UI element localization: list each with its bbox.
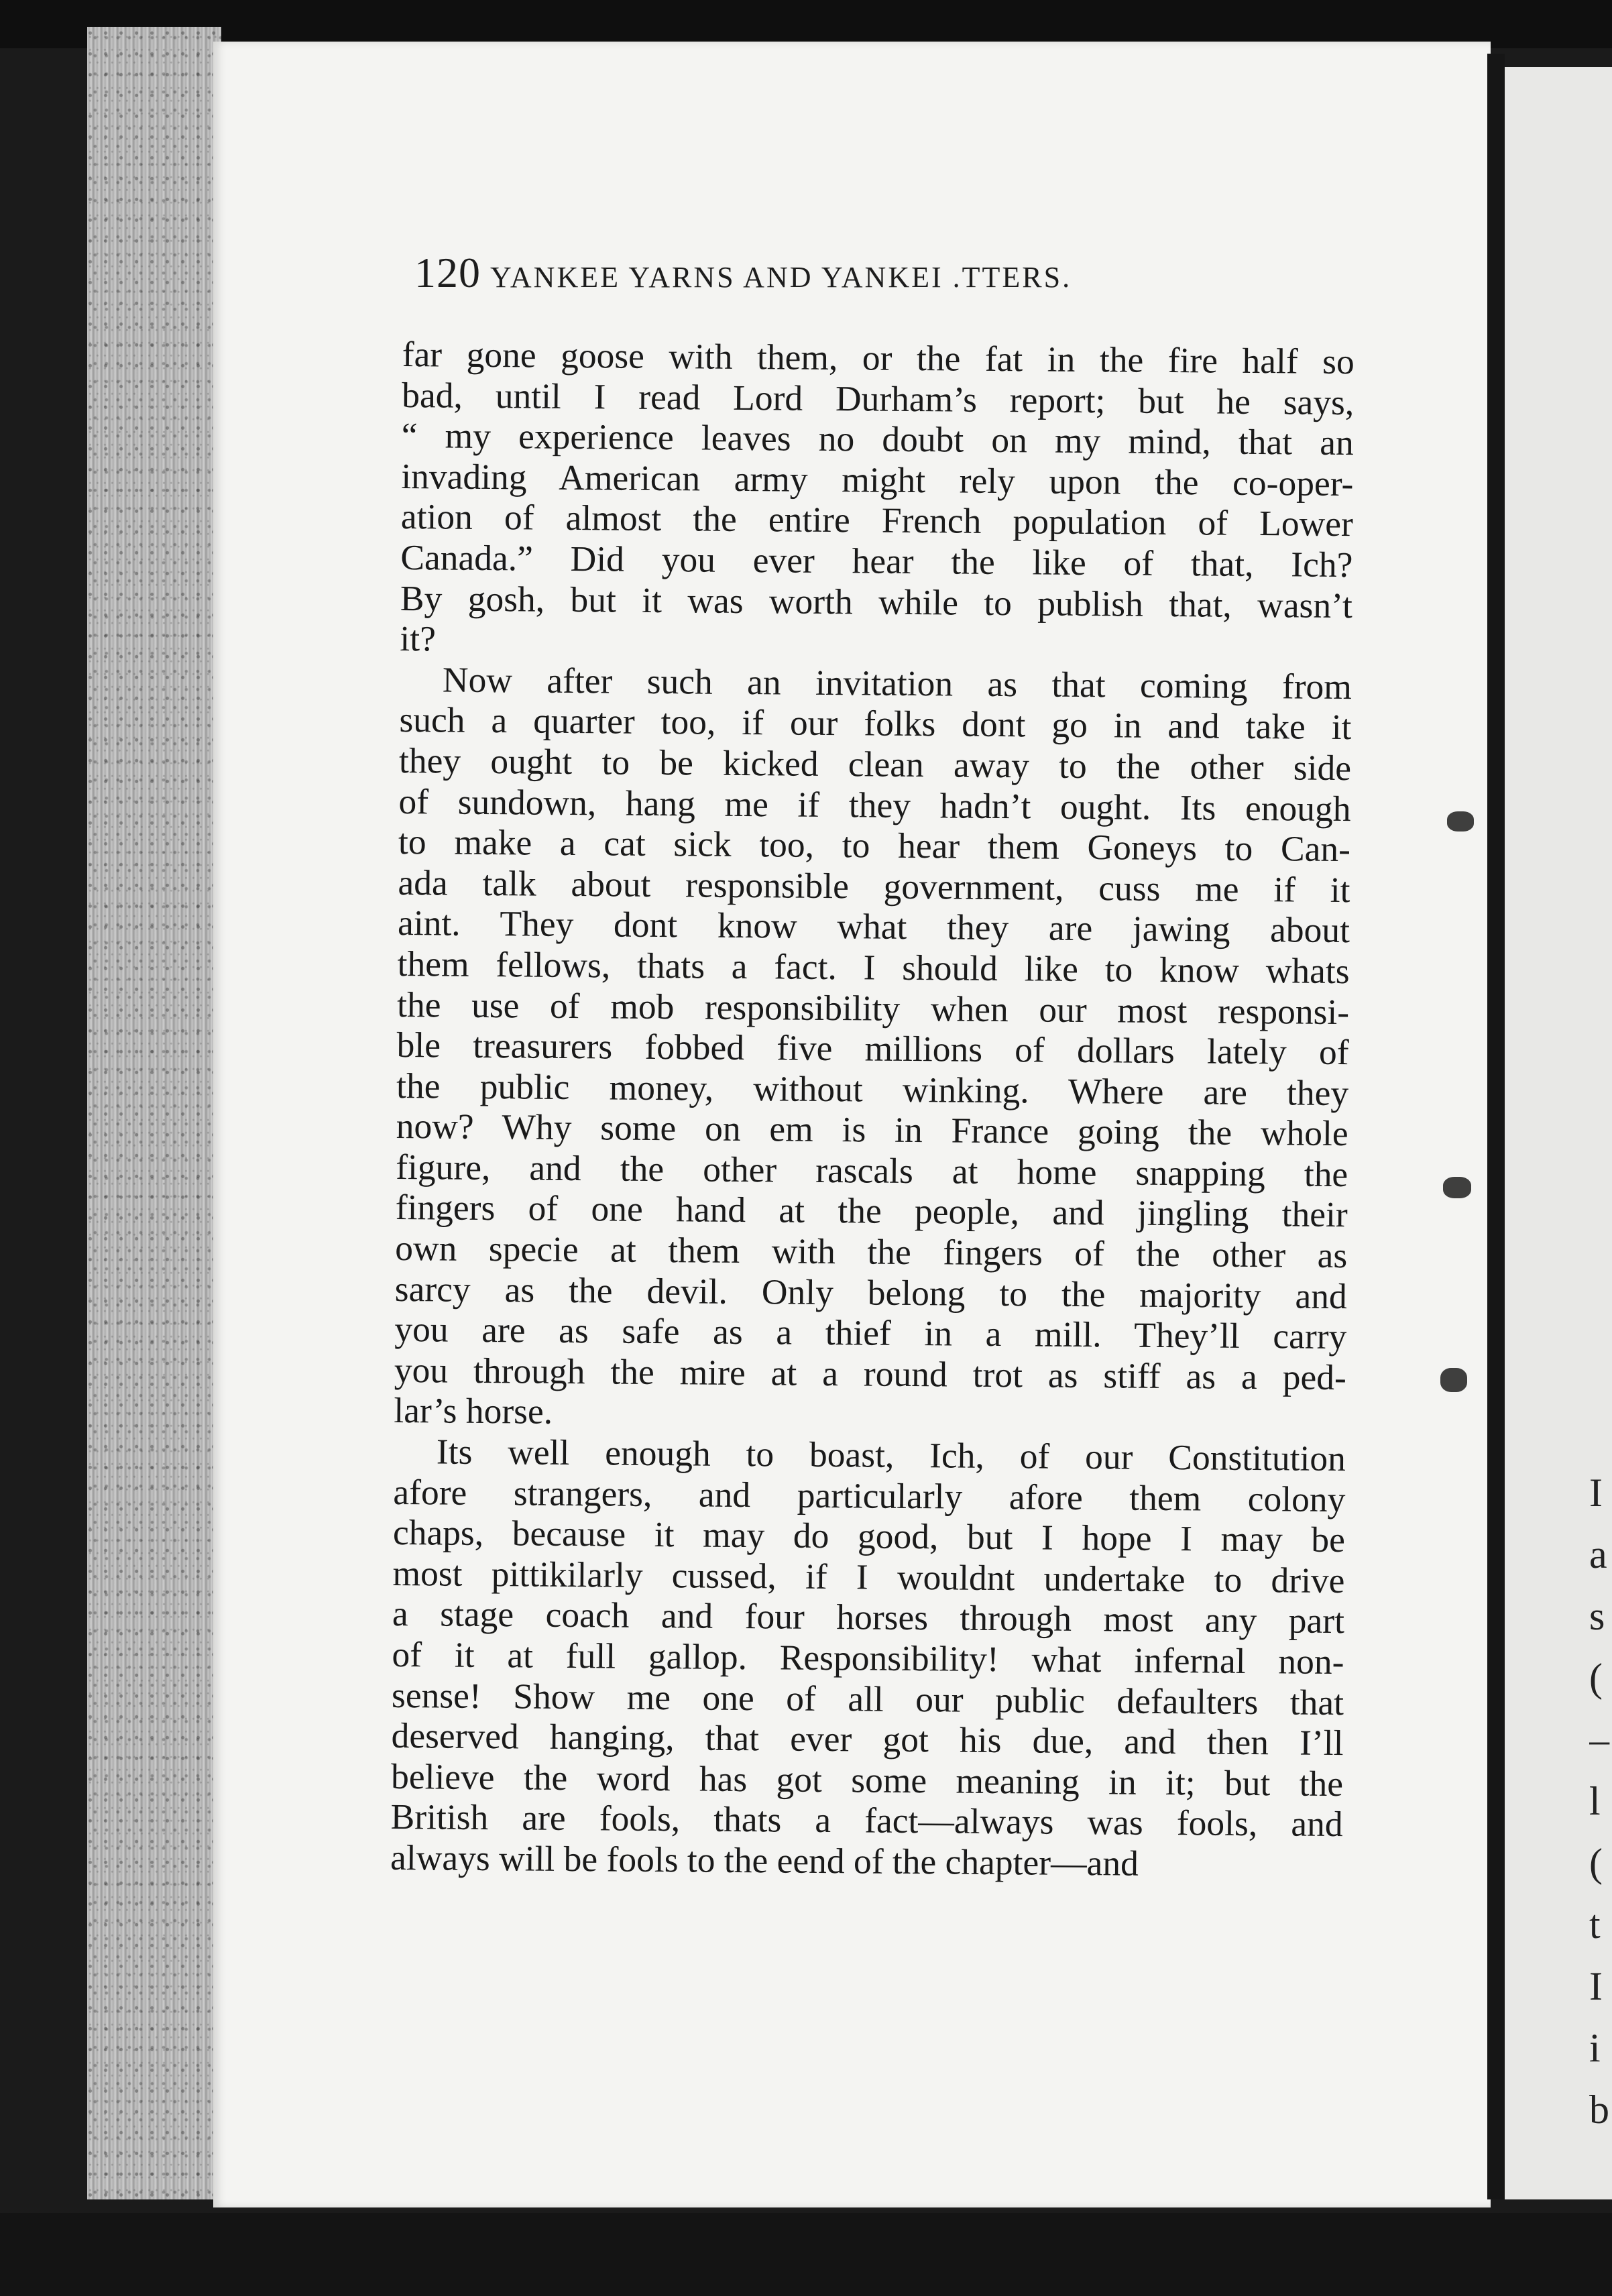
running-head: YANKEE YARNS AND YANKEI .TTERS. xyxy=(490,261,1072,294)
text-line: British are fools, thats a fact—always was fools, and xyxy=(390,1796,1343,1845)
book-gutter xyxy=(1487,54,1505,2199)
text-line: Now after such an invitation as that coming from xyxy=(442,659,1352,707)
text-line: ble treasurers fobbed five millions of dollars lately of xyxy=(396,1025,1349,1073)
text-line: ation of almost the entire French population of Lower xyxy=(400,496,1354,544)
text-line: to make a cat sick too, to hear them Goneys to Can- xyxy=(398,821,1351,870)
body-text xyxy=(390,334,1355,1886)
text-line: of it at full gallop. Responsibility! what infernal non- xyxy=(392,1633,1344,1682)
page-number: 120 xyxy=(414,249,481,296)
ink-smudge xyxy=(1443,1177,1471,1198)
facing-page-letter: s xyxy=(1589,1594,1605,1638)
text-line: the use of mob responsibility when our most responsi- xyxy=(396,984,1350,1032)
facing-page-letter: – xyxy=(1589,1717,1609,1762)
text-line: own specie at them with the fingers of the other as xyxy=(395,1228,1348,1276)
facing-page-letters xyxy=(1589,1462,1612,2140)
facing-page-letter: a xyxy=(1589,1532,1607,1576)
text-line: deserved hanging, that ever got his due, and then I’ll xyxy=(391,1715,1344,1764)
text-line: aint. They dont know what they are jawing about xyxy=(397,903,1350,951)
text-line: By gosh, but it was worth while to publish that, wasn’t xyxy=(400,577,1353,626)
scan-bottom-border xyxy=(0,2213,1612,2296)
text-line: bad, until I read Lord Durham’s report; but he says, xyxy=(402,374,1355,422)
text-line: invading American army might rely upon the co-oper- xyxy=(401,455,1354,504)
page-header xyxy=(414,248,1273,308)
text-line: “ my experience leaves no doubt on my mind, that an xyxy=(401,415,1355,463)
page-edge-speckle xyxy=(87,27,221,2199)
text-line: you are as safe as a thief in a mill. They’ll carry xyxy=(394,1309,1347,1357)
text-line: it? xyxy=(400,618,437,659)
ink-smudge xyxy=(1440,1368,1467,1392)
facing-page-letter: ( xyxy=(1589,1841,1603,1885)
text-line: they ought to be kicked clean away to the other side xyxy=(398,740,1352,789)
facing-page-letter: I xyxy=(1589,1471,1603,1515)
text-line: lar’s horse. xyxy=(394,1390,553,1432)
text-line: of sundown, hang me if they hadn’t ought. Its enough xyxy=(398,781,1351,829)
paragraph xyxy=(400,334,1355,667)
text-line: believe the word has got some meaning in it; but the xyxy=(390,1756,1344,1804)
text-line: fingers of one hand at the people, and jingling their xyxy=(395,1187,1348,1235)
text-line: figure, and the other rascals at home snapping the xyxy=(396,1146,1348,1194)
text-line: always will be fools to the eend of the chapter—and xyxy=(390,1837,1139,1884)
facing-page-letter: l xyxy=(1589,1779,1601,1823)
text-line: most pittikilarly cussed, if I wouldnt undertake to drive xyxy=(392,1552,1345,1601)
facing-page-letter: I xyxy=(1589,1964,1603,2008)
facing-page-letter: i xyxy=(1589,2026,1601,2070)
text-line: now? Why some on em is in France going the whole xyxy=(396,1106,1348,1154)
text-line: you through the mire at a round trot as stiff as a ped- xyxy=(394,1349,1347,1397)
text-line: sarcy as the devil. Only belong to the majority and xyxy=(394,1268,1348,1316)
text-line: ada talk about responsible government, cuss me if it xyxy=(398,862,1350,910)
text-line: chaps, because it may do good, but I hope I may be xyxy=(392,1512,1346,1560)
paragraph xyxy=(390,1431,1346,1886)
text-line: sense! Show me one of all our public defaulters that xyxy=(391,1674,1344,1723)
text-line: Its well enough to boast, Ich, of our Constitution xyxy=(436,1431,1346,1479)
text-line: Canada.” Did you ever hear the like of that, Ich? xyxy=(400,536,1353,585)
ink-smudge xyxy=(1447,811,1474,831)
facing-page-letter: b xyxy=(1589,2087,1609,2132)
text-line: afore strangers, and particularly afore them colony xyxy=(393,1471,1346,1519)
paragraph xyxy=(394,659,1352,1438)
facing-page-letter: t xyxy=(1589,1902,1601,1947)
text-line: far gone goose with them, or the fat in the fire half so xyxy=(402,334,1355,382)
text-line: them fellows, thats a fact. I should like to know whats xyxy=(397,943,1350,992)
text-line: such a quarter too, if our folks dont go in and take it xyxy=(399,699,1352,748)
text-line: the public money, without winking. Where are they xyxy=(396,1065,1349,1113)
facing-page-letter: ( xyxy=(1589,1656,1603,1700)
text-line: a stage coach and four horses through most any part xyxy=(392,1593,1345,1642)
